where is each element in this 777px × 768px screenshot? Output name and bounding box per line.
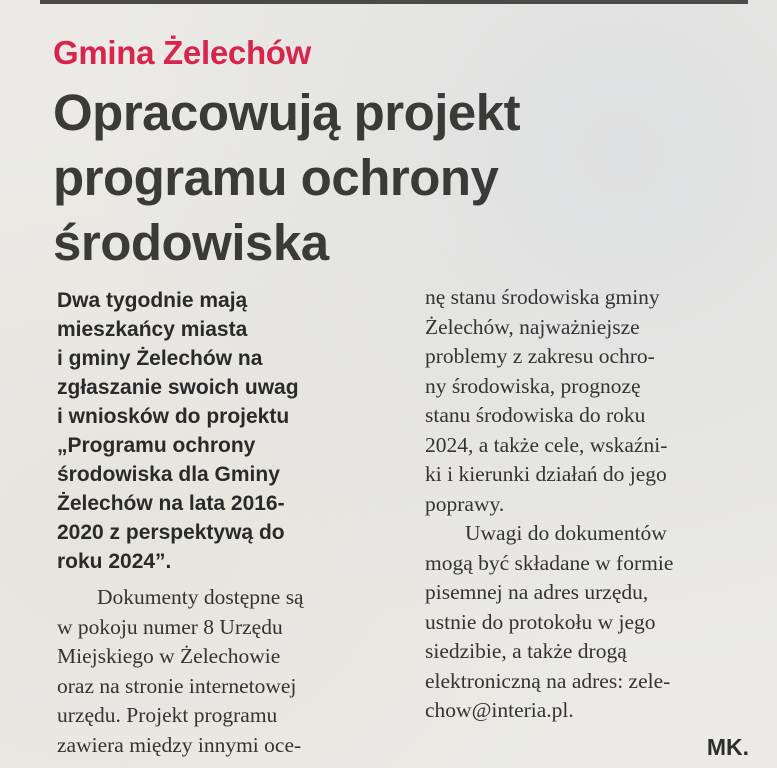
body-line: urzędu. Projekt programu xyxy=(57,703,278,727)
body-line: mogą być składane w formie xyxy=(425,550,674,575)
body-line: ny środowiska, prognozę xyxy=(425,373,641,398)
headline-line: środowiska xyxy=(53,214,329,271)
body-line: chow@interia.pl. xyxy=(425,698,574,722)
lead-line: i wniosków do projektu xyxy=(57,405,290,428)
body-line: siedzibie, a także drogą xyxy=(425,639,627,663)
body-line: problemy z zakresu ochro- xyxy=(425,344,655,368)
body-line: Dokumenty dostępne są xyxy=(97,585,304,609)
section-kicker: Gmina Żelechów xyxy=(53,34,312,71)
body-line: elektroniczną na adres: zele- xyxy=(425,668,671,693)
body-line: ustnie do protokołu w jego xyxy=(425,609,656,634)
body-line: Uwagi do dokumentów xyxy=(465,521,667,545)
lead-line: Żelechów na lata 2016- xyxy=(57,492,285,515)
lead-line: 2020 z perspektywą do xyxy=(57,521,285,544)
top-rule xyxy=(40,0,748,4)
body-line: poprawy. xyxy=(425,491,505,516)
lead-line: środowiska dla Gminy xyxy=(57,463,280,486)
body-column-left xyxy=(57,583,387,760)
body-line: oraz na stronie internetowej xyxy=(57,673,297,698)
body-line: w pokoju numer 8 Urzędu xyxy=(57,614,283,639)
headline-line: programu ochrony xyxy=(53,149,499,206)
body-column-right xyxy=(425,283,750,726)
body-line: Żelechów, najważniejsze xyxy=(425,314,640,339)
lead-line: roku 2024”. xyxy=(57,550,172,573)
body-line: 2024, a także cele, wskaźni- xyxy=(425,432,668,457)
body-line: nę stanu środowiska gminy xyxy=(425,285,660,309)
lead-line: Dwa tygodnie mają xyxy=(57,289,248,312)
lead-paragraph xyxy=(57,286,397,576)
body-line: ki i kierunki działań do jego xyxy=(425,462,667,486)
headline xyxy=(53,80,753,275)
body-line: zawiera między innymi oce- xyxy=(57,732,302,757)
lead-line: mieszkańcy miasta xyxy=(57,318,248,341)
headline-line: Opracowują projekt xyxy=(53,84,521,141)
lead-line: i gminy Żelechów na xyxy=(57,347,263,370)
body-line: stanu środowiska do roku xyxy=(425,403,646,427)
body-line: pisemnej na adres urzędu, xyxy=(425,580,649,604)
lead-line: zgłaszanie swoich uwag xyxy=(57,376,299,399)
body-line: Miejskiego w Żelechowie xyxy=(57,644,281,668)
lead-line: „Programu ochrony xyxy=(57,434,256,457)
author-signature: MK. xyxy=(706,734,749,760)
